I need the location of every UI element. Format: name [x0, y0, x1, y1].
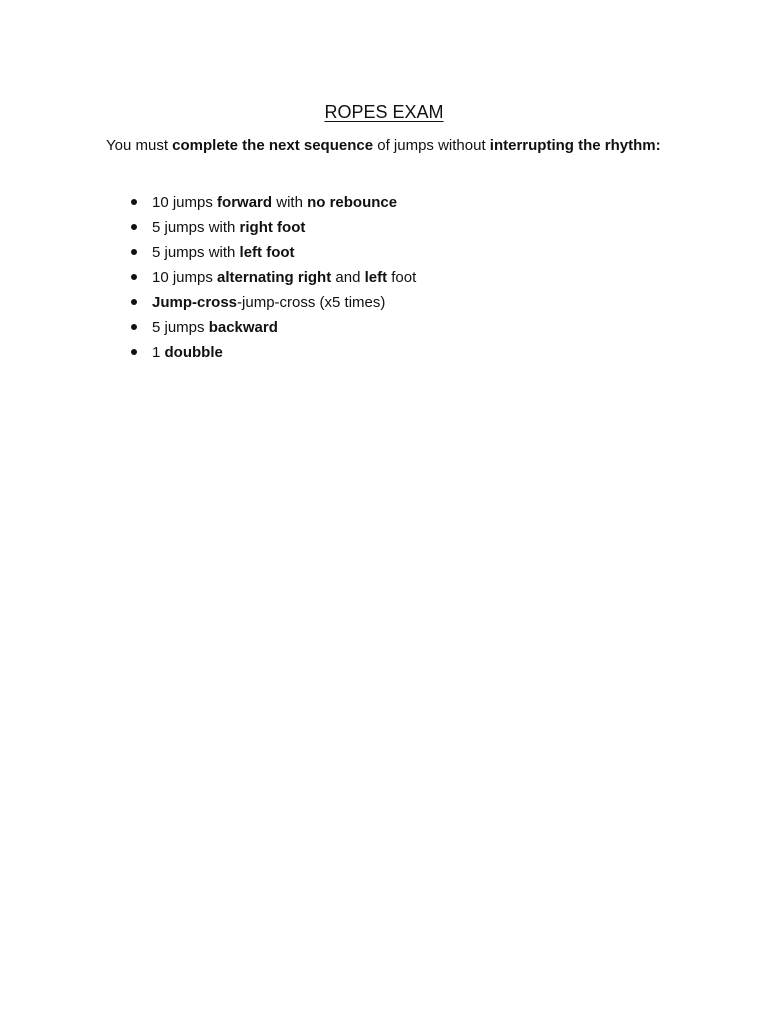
item-text: with — [272, 194, 308, 211]
page-title — [0, 100, 768, 124]
item-text: and — [331, 269, 365, 286]
bullet-icon — [131, 349, 137, 355]
intro-text-2: of jumps without — [373, 137, 490, 154]
bullet-icon — [131, 249, 137, 255]
list-item — [106, 315, 661, 340]
list-item — [106, 215, 661, 240]
item-text: 10 jumps — [152, 194, 218, 211]
list-item — [106, 190, 661, 215]
item-text: 10 jumps — [152, 269, 218, 286]
list-item — [106, 240, 661, 265]
item-text: 5 jumps with — [152, 244, 240, 261]
bullet-icon — [131, 199, 137, 205]
item-bold: forward — [217, 194, 273, 211]
item-bold: no rebounce — [307, 194, 398, 211]
item-text: -jump-cross (x5 times) — [237, 294, 386, 311]
item-bold: doubble — [164, 344, 223, 361]
intro-paragraph — [106, 134, 661, 157]
bullet-icon — [131, 274, 137, 280]
intro-text-1: You must — [106, 137, 173, 154]
intro-bold-1: complete the next sequence — [172, 137, 374, 154]
bullet-icon — [131, 224, 137, 230]
item-bold: alternating right — [217, 269, 332, 286]
item-bold: backward — [208, 319, 278, 336]
item-bold: left — [364, 269, 388, 286]
bullet-icon — [131, 324, 137, 330]
item-text: 5 jumps — [152, 319, 209, 336]
item-bold: Jump-cross — [152, 294, 238, 311]
item-text: foot — [387, 269, 417, 286]
item-text: 5 jumps with — [152, 219, 240, 236]
item-bold: left foot — [239, 244, 295, 261]
list-item — [106, 265, 661, 290]
sequence-list — [106, 190, 661, 365]
list-item — [106, 290, 661, 315]
item-bold: right foot — [239, 219, 306, 236]
bullet-icon — [131, 299, 137, 305]
title-text: ROPES EXAM — [324, 102, 444, 122]
list-item — [106, 340, 661, 365]
item-text: 1 — [152, 344, 165, 361]
intro-bold-2: interrupting the rhythm: — [489, 137, 661, 154]
